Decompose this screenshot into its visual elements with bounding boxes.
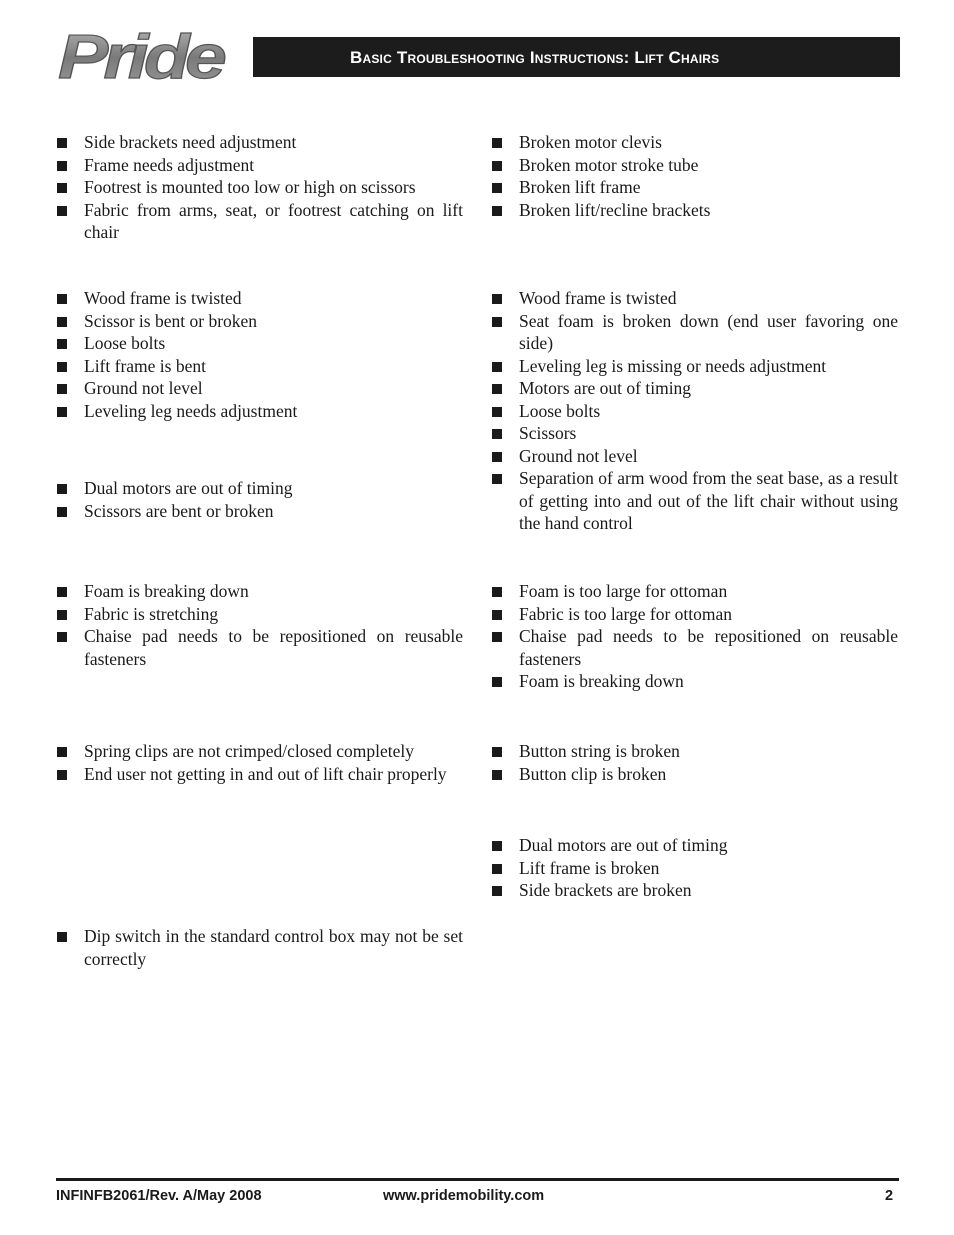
pride-logo-icon	[56, 28, 226, 84]
list-item-text: Leveling leg needs adjustment	[84, 400, 298, 421]
list-item	[491, 834, 898, 857]
list-item	[56, 355, 463, 378]
list-item-text: Motors are out of timing	[519, 378, 692, 398]
list-item	[56, 625, 463, 670]
troubleshooting-group	[56, 740, 463, 785]
list-item-text: Dual motors are out of timing	[84, 478, 293, 498]
list-item	[491, 740, 898, 763]
square-bullet-icon	[57, 407, 67, 417]
list-item-text: Broken motor stroke tube	[519, 154, 699, 175]
list-item	[56, 500, 463, 523]
list-item-text: Ground not level	[84, 378, 203, 398]
square-bullet-icon	[492, 770, 502, 780]
square-bullet-icon	[492, 474, 502, 484]
list-item-text: Side brackets are broken	[519, 880, 692, 900]
list-item	[491, 670, 898, 693]
troubleshooting-group	[491, 740, 898, 785]
logo-text: Pride	[58, 28, 226, 84]
list-item-text: Loose bolts	[519, 400, 601, 421]
list-item-text: Fabric is stretching	[84, 603, 219, 624]
list-item	[56, 603, 463, 626]
square-bullet-icon	[57, 384, 67, 394]
list-item-text: Foam is breaking down	[84, 581, 249, 601]
square-bullet-icon	[492, 429, 502, 439]
list-item-text: Foam is breaking down	[519, 671, 684, 691]
list-item	[491, 445, 898, 468]
square-bullet-icon	[57, 747, 67, 757]
list-item	[491, 310, 898, 355]
list-item	[491, 199, 898, 222]
list-item	[491, 422, 898, 445]
square-bullet-icon	[57, 484, 67, 494]
square-bullet-icon	[57, 317, 67, 327]
square-bullet-icon	[492, 206, 502, 216]
troubleshooting-group	[56, 925, 463, 970]
list-item	[56, 131, 463, 154]
list-item	[56, 154, 463, 177]
square-bullet-icon	[492, 841, 502, 851]
square-bullet-icon	[57, 362, 67, 372]
square-bullet-icon	[57, 138, 67, 148]
list-item-text: Wood frame is twisted	[84, 288, 242, 308]
list-item-text: Frame needs adjustment	[84, 154, 255, 175]
list-item-text: Button clip is broken	[519, 763, 667, 784]
list-item-text: Broken motor clevis	[519, 132, 662, 152]
list-item	[56, 763, 463, 786]
square-bullet-icon	[57, 294, 67, 304]
list-item-text: Dip switch in the standard control box may not be set correctly	[84, 926, 463, 969]
square-bullet-icon	[492, 161, 502, 171]
footer-divider	[56, 1178, 899, 1181]
list-item-text: Foam is too large for ottoman	[519, 581, 728, 601]
square-bullet-icon	[492, 587, 502, 597]
list-item-text: Scissor is bent or broken	[84, 310, 258, 331]
troubleshooting-group	[491, 834, 898, 902]
document-number: INFINFB2061/Rev. A/May 2008	[56, 1188, 262, 1204]
list-item-text: Side brackets need adjustment	[84, 132, 297, 152]
square-bullet-icon	[492, 632, 502, 642]
square-bullet-icon	[492, 384, 502, 394]
list-item	[491, 287, 898, 310]
square-bullet-icon	[492, 610, 502, 620]
list-item	[56, 199, 463, 244]
list-item	[56, 332, 463, 355]
list-item-text: Fabric from arms, seat, or footrest catching on lift chair	[84, 199, 463, 242]
list-item	[56, 310, 463, 333]
list-item-text: Broken lift frame	[519, 177, 641, 197]
list-item-text: Lift frame is broken	[519, 857, 660, 878]
list-item-text: Footrest is mounted too low or high on scissors	[84, 177, 416, 197]
square-bullet-icon	[492, 362, 502, 372]
troubleshooting-group	[491, 287, 898, 535]
list-item-text: Loose bolts	[84, 333, 166, 353]
troubleshooting-group	[56, 287, 463, 422]
list-item-text: Chaise pad needs to be repositioned on reusable fasteners	[519, 626, 898, 669]
list-item-text: End user not getting in and out of lift chair properly	[84, 763, 447, 784]
list-item-text: Scissors are bent or broken	[84, 500, 274, 521]
list-item	[491, 857, 898, 880]
troubleshooting-group	[491, 131, 898, 221]
square-bullet-icon	[492, 452, 502, 462]
pride-logo	[56, 28, 226, 84]
square-bullet-icon	[57, 183, 67, 193]
list-item-text: Wood frame is twisted	[519, 288, 677, 308]
troubleshooting-group	[56, 131, 463, 244]
list-item	[491, 625, 898, 670]
page-title: Basic Troubleshooting Instructions: Lift Chairs	[253, 37, 900, 77]
list-item	[491, 377, 898, 400]
list-item-text: Button string is broken	[519, 741, 680, 761]
list-item	[56, 287, 463, 310]
square-bullet-icon	[492, 317, 502, 327]
square-bullet-icon	[57, 161, 67, 171]
square-bullet-icon	[492, 183, 502, 193]
square-bullet-icon	[57, 507, 67, 517]
list-item-text: Chaise pad needs to be repositioned on reusable fasteners	[84, 626, 463, 669]
list-item-text: Fabric is too large for ottoman	[519, 603, 733, 624]
square-bullet-icon	[57, 770, 67, 780]
list-item	[56, 925, 463, 970]
list-item-text: Dual motors are out of timing	[519, 835, 728, 855]
website-link[interactable]: www.pridemobility.com	[383, 1188, 545, 1204]
list-item	[491, 400, 898, 423]
list-item	[56, 580, 463, 603]
square-bullet-icon	[492, 138, 502, 148]
list-item	[56, 176, 463, 199]
square-bullet-icon	[57, 587, 67, 597]
list-item	[491, 467, 898, 535]
list-item	[491, 580, 898, 603]
square-bullet-icon	[492, 864, 502, 874]
list-item-text: Broken lift/recline brackets	[519, 199, 711, 220]
list-item	[56, 400, 463, 423]
square-bullet-icon	[492, 407, 502, 417]
list-item-text: Ground not level	[519, 445, 638, 466]
list-item-text: Separation of arm wood from the seat base, as a result of getting into and out of the lift chair without using the hand control	[519, 468, 898, 533]
list-item	[491, 154, 898, 177]
list-item-text: Spring clips are not crimped/closed completely	[84, 741, 414, 761]
list-item-text: Leveling leg is missing or needs adjustment	[519, 355, 827, 376]
troubleshooting-group	[491, 580, 898, 693]
square-bullet-icon	[492, 294, 502, 304]
page-number: 2	[885, 1188, 894, 1204]
list-item-text: Scissors	[519, 423, 577, 443]
square-bullet-icon	[57, 610, 67, 620]
list-item	[56, 377, 463, 400]
list-item-text: Lift frame is bent	[84, 355, 206, 376]
troubleshooting-group	[56, 580, 463, 670]
list-item	[491, 176, 898, 199]
list-item	[491, 763, 898, 786]
list-item-text: Seat foam is broken down (end user favoring one side)	[519, 310, 898, 353]
square-bullet-icon	[492, 747, 502, 757]
list-item	[56, 740, 463, 763]
square-bullet-icon	[57, 632, 67, 642]
list-item	[491, 603, 898, 626]
square-bullet-icon	[57, 206, 67, 216]
list-item	[491, 879, 898, 902]
square-bullet-icon	[492, 677, 502, 687]
list-item	[491, 131, 898, 154]
list-item	[56, 477, 463, 500]
square-bullet-icon	[492, 886, 502, 896]
square-bullet-icon	[57, 339, 67, 349]
troubleshooting-group	[56, 477, 463, 522]
list-item	[491, 355, 898, 378]
square-bullet-icon	[57, 932, 67, 942]
